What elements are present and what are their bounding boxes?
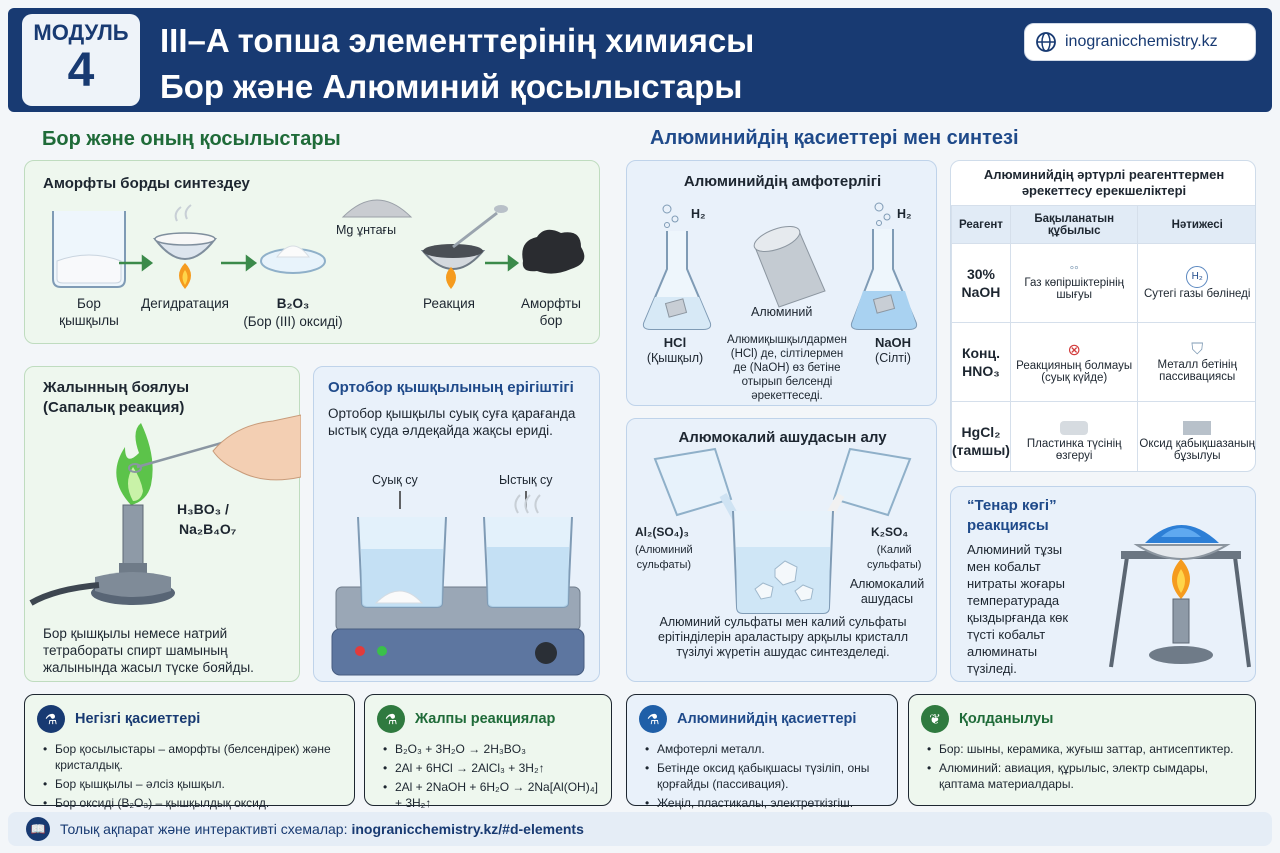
burner-icon <box>31 505 175 605</box>
reagents-header-reagent: Реагент <box>952 206 1011 244</box>
reagents-table <box>951 205 1256 472</box>
h2-left-label: H₂ <box>691 207 706 221</box>
evaporating-dish-icon <box>155 205 215 289</box>
step-oxide: (Бор (III) оксиді) <box>243 314 343 329</box>
list-item: • Бор қосылыстары – аморфты (белсендірек) және кристалдық. <box>55 741 346 773</box>
reactions-card <box>364 694 612 810</box>
applications-card <box>908 694 1256 806</box>
reagent-hgcl2: HgCl₂ (тамшы) <box>952 402 1011 473</box>
solubility-diagram <box>314 367 601 683</box>
solubility-panel <box>313 366 600 682</box>
thenard-panel <box>950 486 1256 682</box>
result-passivation: Металл бетінің пассивациясы <box>1157 359 1237 383</box>
step-reaction: Реакция <box>423 296 475 311</box>
hot-water-label: Ыстық су <box>499 473 553 487</box>
solubility-title: Ортобор қышқылының ерігіштігі <box>328 379 574 396</box>
website-link[interactable] <box>1024 23 1256 61</box>
thenard-description: Алюминий тұзы мен кобальт нитраты жоғары температурада қыздырғанда көк түсті кобальт алюминаты түзіледі. <box>967 542 1069 676</box>
page-title-line1: III–A топша элементтерінің химиясы <box>160 22 755 59</box>
reagents-header-phenomenon: Бақыланатын құбылыс <box>1010 206 1137 244</box>
cold-water-label: Суық су <box>372 473 418 487</box>
no-reaction-icon: ⊗ <box>1067 342 1081 359</box>
thenard-diagram <box>951 487 1257 683</box>
globe-icon <box>1035 31 1057 53</box>
petri-dish-icon <box>261 246 325 273</box>
flame-icon <box>1172 559 1190 599</box>
amphoteric-description: Алюмиқышқылдармен (HCl) де, сілтілермен де (NaOH) өз бетіне отырып белсенді әрекеттеседі. <box>727 334 847 402</box>
beaker-icon: ⚗ <box>377 705 405 733</box>
naoh-sublabel: (Сілті) <box>875 351 911 365</box>
result-hydrogen: Сутегі газы бөлінеді <box>1143 288 1251 300</box>
list-item: • Бор қышқылы – әлсіз қышқыл. <box>55 776 346 792</box>
amorphous-boron-icon <box>522 230 584 274</box>
flame-formula-2: Na₂B₄O₇ <box>179 521 237 537</box>
reactions-title: Жалпы реакциялар <box>415 711 556 727</box>
footer <box>8 812 1272 846</box>
hot-beaker-icon <box>484 495 572 607</box>
beaker-icon <box>53 211 125 287</box>
page-title-line2: Бор және Алюминий қосылыстары <box>160 68 743 105</box>
list-item: • 2Al + 2NaOH + 6H₂O → 2Na[Al(OH)₄] + 3H₂↑ <box>395 779 603 811</box>
applications-title: Қолданылуы <box>959 711 1054 727</box>
k2so4-label: K₂SO₄ <box>871 525 909 539</box>
footer-link[interactable]: inogranicchemistry.kz/#d-elements <box>351 821 584 837</box>
leaf-icon: ❦ <box>921 705 949 733</box>
properties-title: Негізгі қасиеттері <box>75 711 201 727</box>
aluminium-section-title: Алюминийдің қасиеттері мен синтезі <box>650 127 1019 149</box>
broken-film-icon <box>1183 421 1211 435</box>
reagents-title: Алюминийдің әртүрлі реагенттермен әрекеттесу ерекшеліктері <box>983 167 1225 198</box>
reagent-naoh: 30% NaOH <box>952 244 1011 323</box>
al2so43-sublabel: (Алюминий сульфаты) <box>635 544 693 571</box>
alum-product-label: Алюмокалий ашудасы <box>849 577 925 606</box>
hcl-label: HCl <box>663 335 687 350</box>
thenard-title-line2: реакциясы <box>967 517 1049 534</box>
phenomenon-color-change: Пластинка түсінің өзгеруі <box>1026 437 1122 462</box>
phenomenon-no-reaction: Реакцияның болмауы (суық күйде) <box>1016 360 1133 384</box>
reagents-panel <box>950 160 1256 472</box>
flame-description: Бор қышқылы немесе натрий тетрабораты спирт шамының жалынында жасыл түске бояйды. <box>43 626 254 675</box>
mg-label: Mg ұнтағы <box>336 223 397 237</box>
mixing-beaker-icon <box>733 511 833 613</box>
table-row <box>952 244 1257 323</box>
list-item: • B₂O₃ + 3H₂O → 2H₃BO₃ <box>395 741 603 757</box>
reagents-header-result: Нәтижесі <box>1138 206 1256 244</box>
table-row <box>952 402 1257 473</box>
cold-beaker-icon <box>358 517 446 607</box>
amphoteric-panel <box>626 160 937 406</box>
synthesis-title: Аморфты борды синтездеу <box>43 175 250 192</box>
aluminium-cylinder-icon <box>751 221 825 307</box>
step-b2o3: B₂O₃ <box>276 296 310 311</box>
step-amorphous-boron: Аморфты бор <box>521 296 581 328</box>
solubility-description: Ортобор қышқылы суық суға қарағанда ыстық суда әлдеқайда жақсы ериді. <box>328 406 576 438</box>
boron-section-title: Бор және оның қосылыстары <box>42 128 341 150</box>
flask-icon: ⚗ <box>37 705 65 733</box>
list-item: • Бор оксиді (B₂O₃) – қышқылдық оксид. <box>55 795 346 811</box>
thenard-title-line1: “Тенар көгі” <box>967 497 1057 514</box>
module-number: 4 <box>67 44 95 97</box>
flame-title-line1: Жалынның боялуы <box>43 379 190 396</box>
lab-icon: ⚗ <box>639 705 667 733</box>
al-properties-title: Алюминийдің қасиеттері <box>677 711 857 727</box>
flame-panel <box>24 366 300 682</box>
properties-list <box>25 741 354 811</box>
book-icon: 📖 <box>26 817 50 841</box>
naoh-label: NaOH <box>874 335 912 350</box>
plate-icon <box>1060 421 1088 435</box>
mg-powder-icon <box>343 200 411 217</box>
hcl-flask-icon <box>644 205 710 329</box>
al-properties-list <box>627 741 897 811</box>
properties-card <box>24 694 355 810</box>
list-item: • Жеңіл, пластикалы, электрөткізгіш. <box>657 795 889 811</box>
module-badge <box>22 14 140 106</box>
result-oxide-broken: Оксид қабықшазаның бұзылуы <box>1139 437 1256 462</box>
h2-icon: H₂ <box>1186 266 1208 288</box>
footer-text: Толық ақпарат және интерактивті схемалар: <box>60 821 348 837</box>
list-item: • 2Al + 6HCl → 2AlCl₃ + 3H₂↑ <box>395 760 603 776</box>
step-dehydration: Дегидратация <box>141 296 229 311</box>
bubbles-icon: °° <box>1069 265 1079 277</box>
k2so4-sublabel: (Калий сульфаты) <box>867 544 922 571</box>
burner-icon <box>1149 599 1213 664</box>
list-item: • Амфотерлі металл. <box>657 741 889 757</box>
step-boric-acid: Бор қышқылы <box>59 296 119 328</box>
alum-description: Алюминий сульфаты мен калий сульфаты ерітінділерін араластыру арқылы кристалл түзілуі жүретін ашудас синтезделеді. <box>658 615 908 659</box>
flame-formula-1: H₃BO₃ / <box>177 501 229 517</box>
synthesis-panel <box>24 160 600 344</box>
hcl-sublabel: (Қышқыл) <box>646 351 704 365</box>
flame-title-line2: (Сапалық реакция) <box>43 399 185 416</box>
amphoteric-title: Алюминийдің амфотерлігі <box>683 173 882 190</box>
module-label: МОДУЛЬ <box>33 20 129 45</box>
al-properties-card <box>626 694 898 810</box>
hand-with-wire-icon <box>129 415 301 480</box>
aluminium-label: Алюминий <box>751 305 813 319</box>
h2-right-label: H₂ <box>897 207 912 221</box>
alum-panel <box>626 418 937 682</box>
website-text: inogranicchemistry.kz <box>1065 33 1218 50</box>
reagent-hno3: Конц. HNO₃ <box>952 323 1011 402</box>
shield-icon: ⛉ <box>1191 341 1204 358</box>
list-item: • Бор: шыны, керамика, жуғыш заттар, антисептиктер. <box>939 741 1247 757</box>
list-item: • Бетінде оксид қабықшасы түзіліп, оны қорғайды (пассивация). <box>657 760 889 792</box>
list-item: • Алюминий: авиация, құрылыс, электр сымдары, қаптама материалдары. <box>939 760 1247 792</box>
reaction-dish-icon <box>423 205 508 289</box>
reactions-list <box>365 741 611 811</box>
phenomenon-bubbles: Газ көпіршіктерінің шығуы <box>1024 277 1124 301</box>
al2so43-label: Al₂(SO₄)₃ <box>635 525 689 539</box>
applications-list <box>909 741 1255 792</box>
alum-title: Алюмокалий ашудасын алу <box>678 429 887 446</box>
table-row <box>952 323 1257 402</box>
